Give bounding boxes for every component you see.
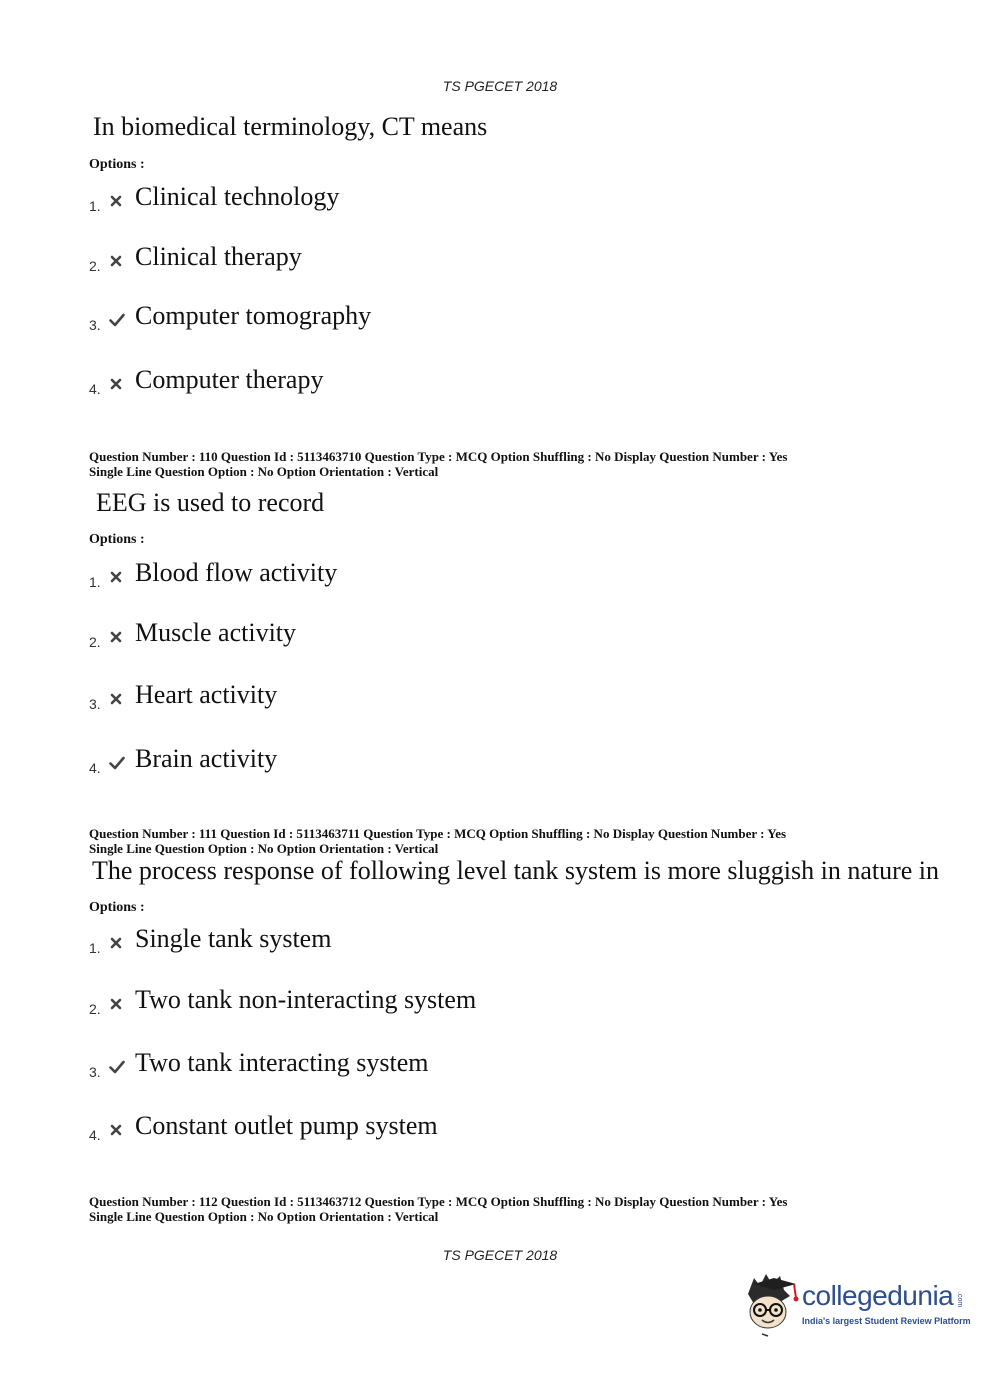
logo-tagline: India's largest Student Review Platform xyxy=(802,1316,971,1326)
question-meta-111 xyxy=(89,826,786,856)
option-3-1[interactable] xyxy=(89,916,689,956)
cross-icon xyxy=(109,997,123,1011)
option-text: Heart activity xyxy=(135,680,278,709)
option-text: Clinical therapy xyxy=(135,242,302,271)
option-text: Two tank interacting system xyxy=(135,1048,429,1077)
option-text: Brain activity xyxy=(135,744,278,773)
option-3-2[interactable] xyxy=(89,977,689,1017)
option-number: 3. xyxy=(89,696,101,712)
option-1-4[interactable] xyxy=(89,357,689,397)
meta-line: Question Number : 111 Question Id : 5113463711 Question Type : MCQ Option Shuffling : No Display Question Number : Yes xyxy=(89,826,787,841)
cross-icon xyxy=(109,936,123,950)
check-icon xyxy=(109,756,123,770)
cross-icon xyxy=(109,254,123,268)
option-text: Clinical technology xyxy=(135,182,340,211)
option-number: 1. xyxy=(89,940,101,956)
option-number: 1. xyxy=(89,574,101,590)
question-text-3: The process response of following level tank system is more sluggish in nature in xyxy=(92,856,940,885)
options-label: Options : xyxy=(89,157,145,172)
option-2-2[interactable] xyxy=(89,610,689,650)
option-3-3[interactable] xyxy=(89,1040,689,1080)
option-2-4[interactable] xyxy=(89,736,689,776)
question-text-2: EEG is used to record xyxy=(96,488,325,517)
meta-line: Single Line Question Option : No Option Orientation : Vertical xyxy=(89,1209,439,1224)
logo-name: collegedunia xyxy=(802,1280,954,1311)
mascot-icon xyxy=(740,1268,802,1340)
option-number: 3. xyxy=(89,317,101,333)
cross-icon xyxy=(109,1123,123,1137)
option-3-4[interactable] xyxy=(89,1103,689,1143)
option-1-1[interactable] xyxy=(89,174,689,214)
option-text: Computer therapy xyxy=(135,365,324,394)
question-meta-112 xyxy=(89,1194,787,1224)
question-text-1: In biomedical terminology, CT means xyxy=(93,112,488,141)
meta-line: Single Line Question Option : No Option Orientation : Vertical xyxy=(89,464,439,479)
option-text: Single tank system xyxy=(135,924,332,953)
check-icon xyxy=(109,313,123,327)
logo-suffix: .com xyxy=(956,1292,963,1308)
option-number: 2. xyxy=(89,1001,101,1017)
option-number: 4. xyxy=(89,760,101,776)
cross-icon xyxy=(109,570,123,584)
meta-line: Question Number : 110 Question Id : 5113463710 Question Type : MCQ Option Shuffling : No Display Question Number : Yes xyxy=(89,449,788,464)
cross-icon xyxy=(109,630,123,644)
cross-icon xyxy=(109,692,123,706)
question-meta-110 xyxy=(89,449,787,479)
option-1-2[interactable] xyxy=(89,234,689,274)
option-text: Computer tomography xyxy=(135,301,372,330)
option-1-3[interactable] xyxy=(89,293,689,333)
meta-line: Question Number : 112 Question Id : 5113463712 Question Type : MCQ Option Shuffling : No Display Question Number : Yes xyxy=(89,1194,788,1209)
cross-icon xyxy=(109,194,123,208)
options-label: Options : xyxy=(89,532,145,547)
page-footer: TS PGECET 2018 xyxy=(442,1247,558,1263)
collegedunia-logo xyxy=(740,1268,980,1340)
option-number: 4. xyxy=(89,381,101,397)
option-2-1[interactable] xyxy=(89,550,689,590)
cross-icon xyxy=(109,377,123,391)
option-text: Muscle activity xyxy=(135,618,297,647)
check-icon xyxy=(109,1060,123,1074)
option-text: Two tank non-interacting system xyxy=(135,985,477,1014)
meta-line: Single Line Question Option : No Option Orientation : Vertical xyxy=(89,841,439,856)
option-number: 2. xyxy=(89,258,101,274)
option-text: Constant outlet pump system xyxy=(135,1111,438,1140)
option-number: 2. xyxy=(89,634,101,650)
option-2-3[interactable] xyxy=(89,672,689,712)
option-number: 1. xyxy=(89,198,101,214)
page-header: TS PGECET 2018 xyxy=(442,78,558,94)
option-text: Blood flow activity xyxy=(135,558,338,587)
options-label: Options : xyxy=(89,900,145,915)
option-number: 4. xyxy=(89,1127,101,1143)
option-number: 3. xyxy=(89,1064,101,1080)
